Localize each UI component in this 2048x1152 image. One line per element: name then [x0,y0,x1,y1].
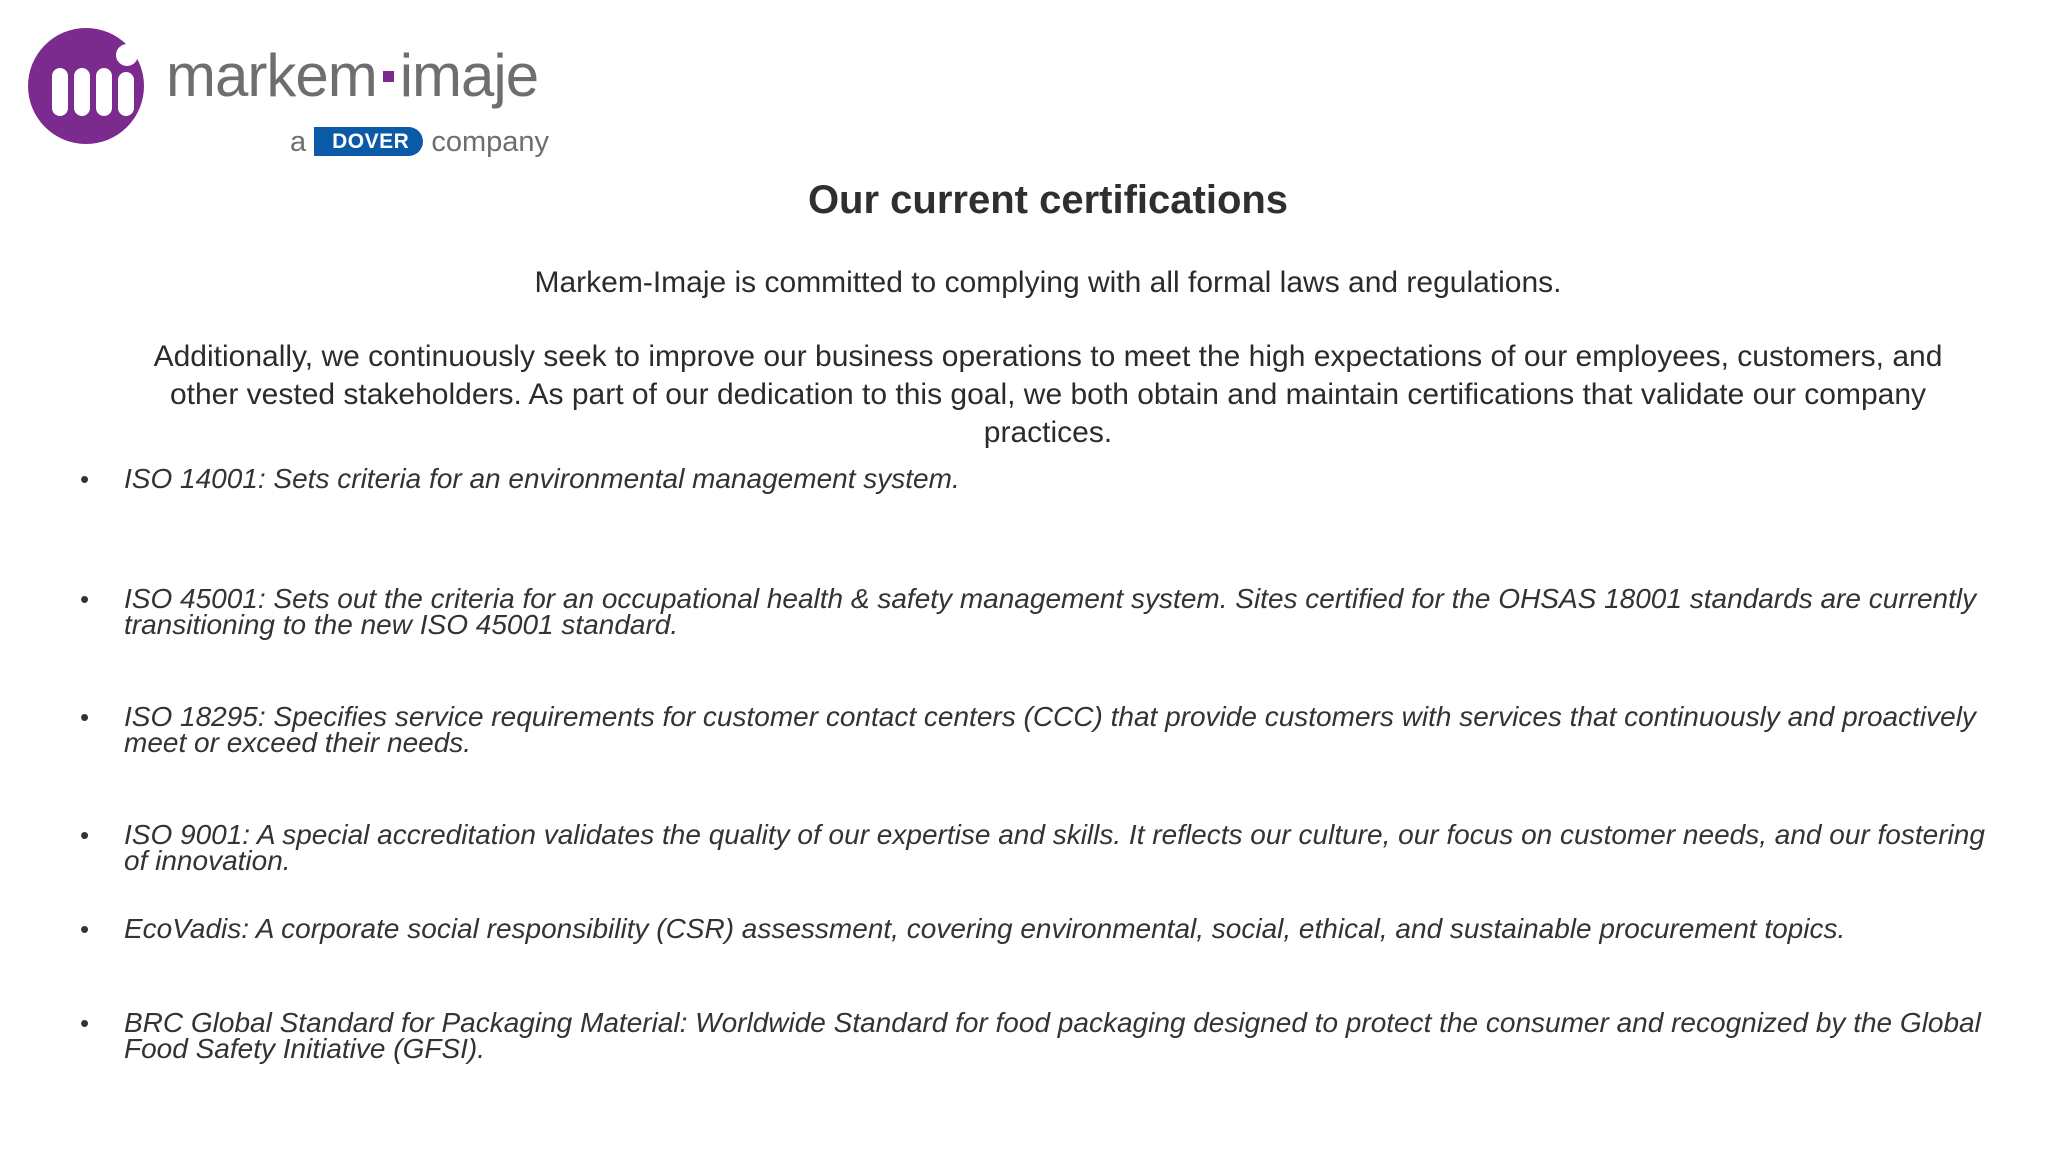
logo-bar-3 [96,68,112,116]
certification-text: BRC Global Standard for Packaging Material: Worldwide Standard for food packaging designed to protect the consumer and recognized by the Global Food Safety Initiative (GFSI). [124,1007,1981,1064]
tagline-suffix: company [431,126,549,158]
certification-item-brc-global-standard [80,1007,2000,1064]
certification-text: EcoVadis: A corporate social responsibility (CSR) assessment, covering environmental, social, ethical, and sustainable procurement topics. [124,913,1846,944]
logo-bar-2 [74,68,90,116]
dover-badge: DOVER [314,127,423,156]
brand-logo [28,28,568,168]
certification-text: ISO 45001: Sets out the criteria for an occupational health & safety management system. Sites certified for the OHSAS 18001 standards are currently transitioning to the new ISO 45001 standard. [124,583,1977,640]
certification-item-iso-45001 [80,583,2000,640]
certification-text: ISO 14001: Sets criteria for an environmental management system. [124,463,960,494]
tagline-prefix: a [290,126,307,158]
brand-name-right: imaje [399,42,539,109]
intro-paragraph-1: Markem-Imaje is committed to complying with all formal laws and regulations. [534,266,1562,299]
brand-name [166,42,539,109]
certification-text: ISO 18295: Specifies service requirements for customer contact centers (CCC) that provide customers with services that continuously and proactively meet or exceed their needs. [124,701,1976,758]
certification-item-iso-18295 [80,701,2000,758]
bullet: • [80,702,90,732]
page-title: Our current certifications [807,178,1289,222]
mi-circle-logo-icon [28,28,144,144]
brand-name-left: markem [166,42,377,109]
logo-dot [116,44,138,66]
bullet: • [80,820,90,850]
brand-separator [383,71,394,82]
logo-bar-1 [52,68,68,116]
certification-item-iso-14001 [80,463,2000,494]
bullet: • [80,584,90,614]
logo-bar-4 [118,72,134,116]
bullet: • [80,1008,90,1038]
certification-text: ISO 9001: A special accreditation validates the quality of our expertise and skills. It reflects our culture, our focus on customer needs, and our fostering of innovation. [124,819,1985,876]
certification-item-ecovadis [80,913,2000,944]
certification-item-iso-9001 [80,819,2000,876]
bullet: • [80,464,90,494]
brand-tagline [290,128,549,158]
bullet: • [80,914,90,944]
intro-paragraph-2: Additionally, we continuously seek to improve our business operations to meet the high expectations of our employees, customers, and other vested stakeholders. As part of our dedication to this goal, we both obtain and maintain certifications that validate our company practices. [153,340,1943,449]
